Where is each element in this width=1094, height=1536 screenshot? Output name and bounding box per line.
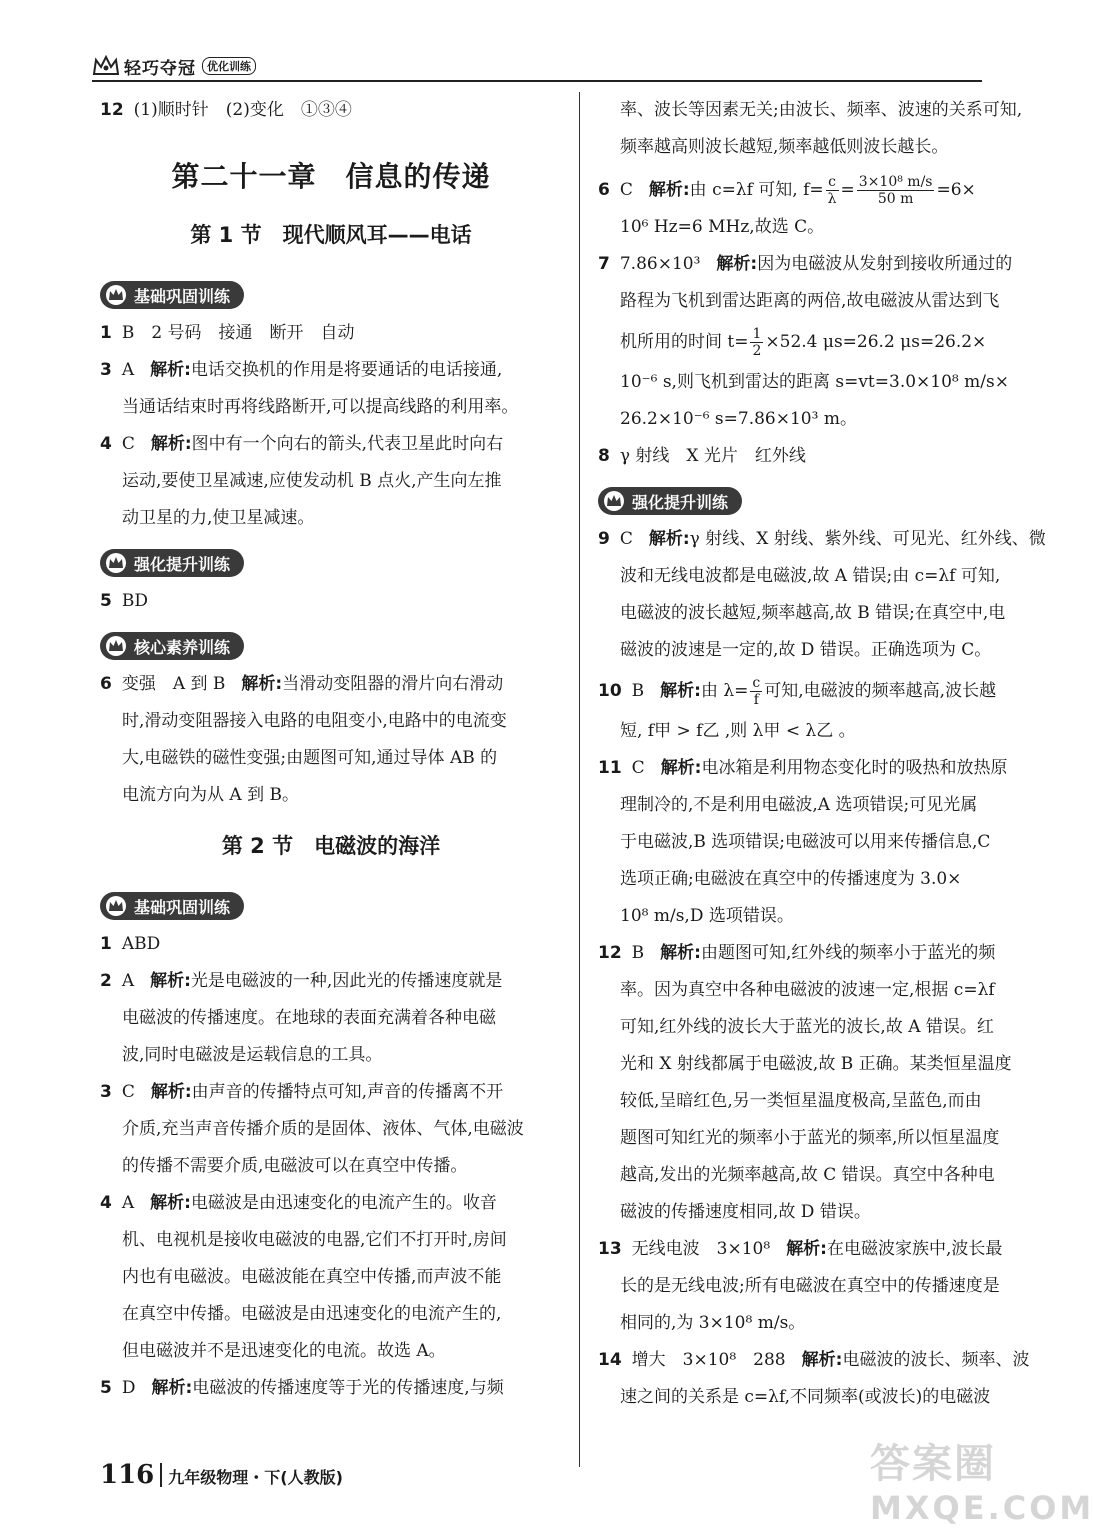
answer-12-line: 磁波的传播速度相同,故 D 错误。 — [620, 1202, 871, 1222]
crown-icon — [104, 552, 128, 574]
answer-3-line: 介质,充当声音传播介质的是固体、液体、气体,电磁波 — [122, 1119, 524, 1139]
answer-7-line: 26.2×10⁻⁶ s=7.86×10³ m。 — [620, 409, 857, 429]
answer-11-line: 理制冷的,不是利用电磁波,A 选项错误;可见光属 — [620, 795, 978, 815]
answer-12-line: 可知,红外线的波长大于蓝光的波长,故 A 错误。红 — [620, 1017, 994, 1037]
answer-6: 6 变强 A 到 B 解析:当滑动变阻器的滑片向右滑动 — [100, 674, 504, 694]
fraction: $\frac{1}{2}$ — [752, 326, 762, 359]
answer-4-line: 在真空中传播。电磁波是由迅速变化的电流产生的, — [122, 1304, 502, 1324]
answer-6-line: 大,电磁铁的磁性变强;由题图可知,通过导体 AB 的 — [122, 748, 498, 768]
footer-divider — [160, 1463, 162, 1487]
answer-7-line: 10⁻⁶ s,则飞机到雷达的距离 s=vt=3.0×10⁸ m/s× — [620, 372, 1009, 392]
answer-4-line: 动卫星的力,使卫星减速。 — [122, 508, 315, 528]
answer-7-line: 机所用的时间 t= $\frac{1}{2}$ ×52.4 μs=26.2 μs=26.2× — [620, 326, 987, 359]
section-title-1: 第 1 节 现代顺风耳——电话 — [190, 223, 472, 247]
answer-9: 9 C 解析:γ 射线、X 射线、紫外线、可见光、红外线、微 — [598, 529, 1046, 549]
crown-icon — [602, 490, 626, 512]
answer-9-line: 波和无线电波都是电磁波,故 A 错误;由 c=λf 可知, — [620, 566, 1001, 586]
page-number: 116 — [100, 1460, 155, 1490]
badge-basic-training: 基础巩固训练 — [100, 281, 244, 309]
crown-icon — [104, 635, 128, 657]
answer-12-line: 光和 X 射线都属于电磁波,故 B 正确。某类恒星温度 — [620, 1054, 1012, 1074]
answer-10-line: 短, f甲 > f乙 ,则 λ甲 < λ乙 。 — [620, 721, 856, 741]
brand-badge: 优化训练 — [202, 57, 256, 75]
answer-5: 5 BD — [100, 591, 148, 611]
crown-icon — [104, 895, 128, 917]
book-title: 九年级物理・下(人教版) — [168, 1468, 343, 1487]
fraction: $\frac{\text{3×10⁸ m/s}}{50 m}$ — [858, 174, 933, 207]
answer-10: 10 B 解析:由 λ= $\frac{c}{f}$ 可知,电磁波的频率越高,波长越 — [598, 675, 997, 708]
answer-11: 11 C 解析:电冰箱是利用物态变化时的吸热和放热原 — [598, 758, 1008, 778]
section-title-2: 第 2 节 电磁波的海洋 — [221, 834, 441, 858]
answer-5-continued: 频率越高则波长越短,频率越低则波长越长。 — [620, 137, 949, 157]
answer-1: 1 B 2 号码 接通 断开 自动 — [100, 323, 355, 343]
answer-4-line: 运动,要使卫星减速,应使发动机 B 点火,产生向左推 — [122, 471, 502, 491]
crown-logo-icon — [92, 54, 120, 78]
badge-core-training: 核心素养训练 — [100, 632, 244, 660]
header-rule — [92, 80, 982, 82]
answer-4-line: 机、电视机是接收电磁波的电器,它们不打开时,房间 — [122, 1230, 507, 1250]
answer-14-line: 速之间的关系是 c=λf,不同频率(或波长)的电磁波 — [620, 1387, 991, 1407]
answer-6: 6 C 解析:由 c=λf 可知, f= $\frac{c}{\lambda}$ = $\frac{\text{3×10⁸ m/s}}{50 m}$ =6× — [598, 174, 976, 207]
brand-logo — [92, 52, 256, 80]
answer-6-line: 时,滑动变阻器接入电路的电阻变小,电路中的电流变 — [122, 711, 507, 731]
answer-4: 4 A 解析:电磁波是由迅速变化的电流产生的。收音 — [100, 1193, 497, 1213]
answer-1: 1 ABD — [100, 934, 161, 954]
badge-strengthen-training: 强化提升训练 — [100, 549, 244, 577]
badge-basic-training: 基础巩固训练 — [100, 892, 244, 920]
answer-6-line: 10⁶ Hz=6 MHz,故选 C。 — [620, 217, 825, 237]
answer-3: 3 A 解析:电话交换机的作用是将要通话的电话接通, — [100, 360, 503, 380]
left-column — [100, 92, 562, 1407]
badge-strengthen-training: 强化提升训练 — [598, 487, 742, 515]
answer-13-line: 相同的,为 3×10⁸ m/s。 — [620, 1313, 806, 1333]
answer-3-line: 当通话结束时再将线路断开,可以提高线路的利用率。 — [122, 397, 519, 417]
answer-5: 5 D 解析:电磁波的传播速度等于光的传播速度,与频 — [100, 1378, 504, 1398]
answer-14: 14 增大 3×10⁸ 288 解析:电磁波的波长、频率、波 — [598, 1350, 1030, 1370]
answer-9-line: 电磁波的波长越短,频率越高,故 B 错误;在真空中,电 — [620, 603, 1006, 623]
fraction: $\frac{c}{\lambda}$ — [827, 174, 837, 207]
answer-13-line: 长的是无线电波;所有电磁波在真空中的传播速度是 — [620, 1276, 1000, 1296]
right-column — [598, 92, 1058, 1416]
answer-5-continued: 率、波长等因素无关;由波长、频率、波速的关系可知, — [620, 100, 1023, 120]
chapter-title: 第二十一章 信息的传递 — [171, 160, 491, 193]
fraction: $\frac{c}{f}$ — [752, 675, 761, 708]
answer-4: 4 C 解析:图中有一个向右的箭头,代表卫星此时向右 — [100, 434, 504, 454]
brand-name: 轻巧夺冠 — [124, 58, 196, 79]
answer-7-line: 路程为飞机到雷达距离的两倍,故电磁波从雷达到飞 — [620, 291, 1000, 311]
answer-2-line: 电磁波的传播速度。在地球的表面充满着各种电磁 — [122, 1008, 496, 1028]
crown-icon — [104, 284, 128, 306]
answer-12: 12 B 解析:由题图可知,红外线的频率小于蓝光的频 — [598, 943, 996, 963]
answer-8: 8 γ 射线 X 光片 红外线 — [598, 446, 806, 466]
answer-2: 2 A 解析:光是电磁波的一种,因此光的传播速度就是 — [100, 971, 503, 991]
answer-12-line: 越高,发出的光频率越高,故 C 错误。真空中各种电 — [620, 1165, 995, 1185]
column-divider — [579, 92, 580, 1467]
answer-6-line: 电流方向为从 A 到 B。 — [122, 785, 299, 805]
answer-4-line: 但电磁波并不是迅速变化的电流。故选 A。 — [122, 1341, 446, 1361]
answer-2-line: 波,同时电磁波是运载信息的工具。 — [122, 1045, 383, 1065]
watermark: 答案圈 MXQE.COM — [870, 1441, 1094, 1527]
page-footer — [100, 1460, 343, 1490]
answer-11-line: 于电磁波,B 选项错误;电磁波可以用来传播信息,C — [620, 832, 991, 852]
answer-4-line: 内也有电磁波。电磁波能在真空中传播,而声波不能 — [122, 1267, 502, 1287]
answer-7: 7 7.86×10³ 解析:因为电磁波从发射到接收所通过的 — [598, 254, 1013, 274]
answer-12-line: 题图可知红光的频率小于蓝光的频率,所以恒星温度 — [620, 1128, 1000, 1148]
answer-11-line: 选项正确;电磁波在真空中的传播速度为 3.0× — [620, 869, 962, 889]
answer-9-line: 磁波的波速是一定的,故 D 错误。正确选项为 C。 — [620, 640, 992, 660]
answer-13: 13 无线电波 3×10⁸ 解析:在电磁波家族中,波长最 — [598, 1239, 1003, 1259]
answer-12-line: 较低,呈暗红色,另一类恒星温度极高,呈蓝色,而由 — [620, 1091, 982, 1111]
answer-12: 12 (1)顺时针 (2)变化 ①③④ — [100, 100, 352, 120]
answer-11-line: 10⁸ m/s,D 选项错误。 — [620, 906, 794, 926]
answer-12-line: 率。因为真空中各种电磁波的波速一定,根据 c=λf — [620, 980, 995, 1000]
answer-3: 3 C 解析:由声音的传播特点可知,声音的传播离不开 — [100, 1082, 504, 1102]
answer-3-line: 的传播不需要介质,电磁波可以在真空中传播。 — [122, 1156, 468, 1176]
